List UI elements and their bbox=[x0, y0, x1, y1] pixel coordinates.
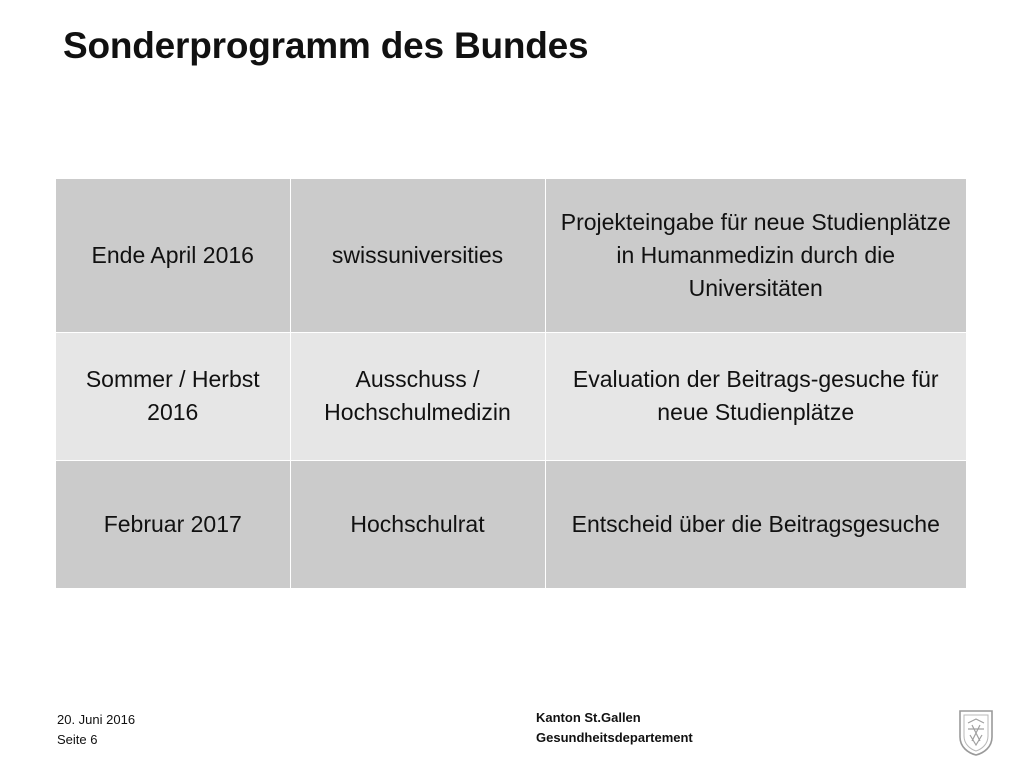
actor-cell: Ausschuss / Hochschulmedizin bbox=[290, 332, 545, 460]
st-gallen-coat-of-arms-icon bbox=[958, 709, 994, 757]
footer-organization bbox=[536, 708, 693, 748]
description-cell: Entscheid über die Beitragsgesuche bbox=[545, 460, 966, 588]
footer-canton: Kanton St.Gallen bbox=[536, 710, 641, 725]
actor-cell: swissuniversities bbox=[290, 179, 545, 332]
slide-title: Sonderprogramm des Bundes bbox=[63, 25, 589, 66]
footer-left bbox=[57, 710, 135, 750]
actor-cell: Hochschulrat bbox=[290, 460, 545, 588]
table-row bbox=[56, 332, 966, 460]
description-cell: Projekteingabe für neue Studienplätze in Humanmedizin durch die Universitäten bbox=[545, 179, 966, 332]
footer-date: 20. Juni 2016 bbox=[57, 712, 136, 727]
footer-department: Gesundheitsdepartement bbox=[536, 730, 693, 745]
description-cell: Evaluation der Beitrags-gesuche für neue Studienplätze bbox=[545, 332, 966, 460]
footer-page-number: Seite 6 bbox=[57, 732, 98, 747]
table-row bbox=[56, 460, 966, 588]
timeline-table bbox=[56, 179, 966, 588]
date-cell: Ende April 2016 bbox=[56, 179, 290, 332]
table-row bbox=[56, 179, 966, 332]
date-cell: Sommer / Herbst 2016 bbox=[56, 332, 290, 460]
date-cell: Februar 2017 bbox=[56, 460, 290, 588]
